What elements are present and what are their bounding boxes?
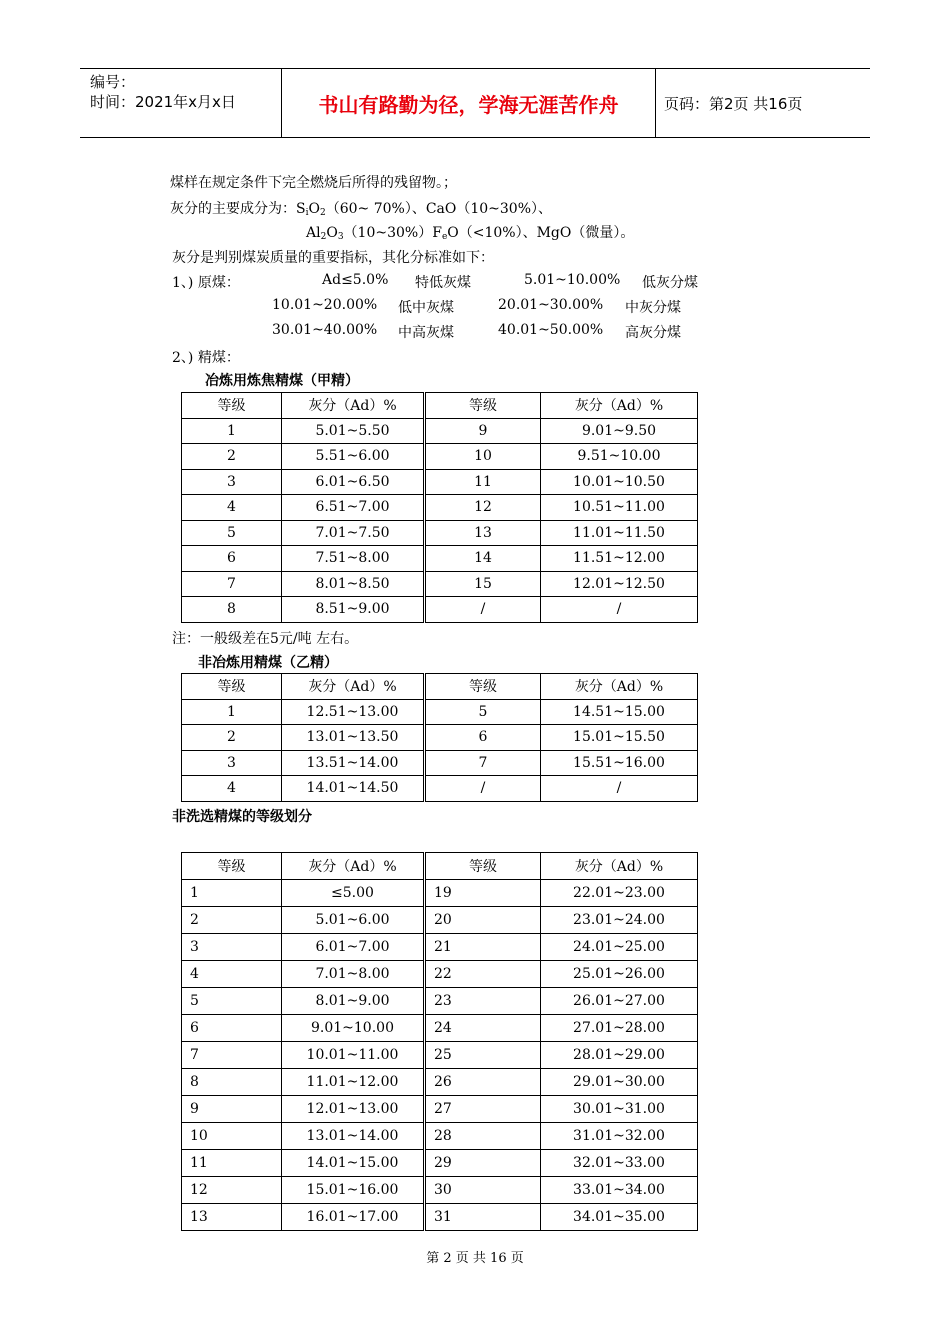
table-cell: 15.01~16.00	[282, 1177, 425, 1204]
table-cell: 22	[425, 961, 541, 988]
table-row	[182, 444, 698, 470]
table-cell: 6	[182, 1015, 282, 1042]
table-cell: /	[425, 776, 541, 802]
table-cell: 7.01~7.50	[282, 520, 425, 546]
table-cell: 9.01~9.50	[541, 418, 698, 444]
table-cell: 10.51~11.00	[541, 495, 698, 521]
table-row	[182, 1204, 698, 1231]
table-cell: 9	[182, 1096, 282, 1123]
table-row	[182, 1015, 698, 1042]
column-header: 等级	[425, 393, 541, 419]
table2	[181, 673, 698, 802]
table3-title: 非洗选精煤的等级划分	[172, 809, 312, 825]
number-label: 编号：	[90, 73, 136, 91]
table-cell: 3	[182, 934, 282, 961]
table-header-row	[182, 853, 698, 880]
table-cell: 7.01~8.00	[282, 961, 425, 988]
raw-cell: 中灰分煤	[625, 300, 681, 316]
table-cell: 13.01~14.00	[282, 1123, 425, 1150]
table-cell: 24	[425, 1015, 541, 1042]
table-cell: 6.01~7.00	[282, 934, 425, 961]
table-cell: 29.01~30.00	[541, 1069, 698, 1096]
table-cell: 25	[425, 1042, 541, 1069]
table-cell: 3	[182, 750, 282, 776]
page-footer: 第 2 页 共 16 页	[426, 1251, 524, 1266]
table-header-row	[182, 674, 698, 700]
table-cell: 8	[182, 597, 282, 623]
column-header: 等级	[182, 674, 282, 700]
table-row	[182, 750, 698, 776]
table-cell: 34.01~35.00	[541, 1204, 698, 1231]
raw-cell: 低灰分煤	[642, 275, 698, 291]
column-header: 灰分（Ad）%	[541, 853, 698, 880]
table-cell: 11	[425, 469, 541, 495]
table-cell: 30.01~31.00	[541, 1096, 698, 1123]
table-cell: 28	[425, 1123, 541, 1150]
column-header: 灰分（Ad）%	[541, 393, 698, 419]
table-row	[182, 699, 698, 725]
table-row	[182, 1069, 698, 1096]
table-row	[182, 546, 698, 572]
table-cell: 4	[182, 776, 282, 802]
column-header: 等级	[425, 674, 541, 700]
table-cell: 12.51~13.00	[282, 699, 425, 725]
table-cell: 29	[425, 1150, 541, 1177]
table-row	[182, 725, 698, 751]
table-cell: 11.51~12.00	[541, 546, 698, 572]
table-row	[182, 934, 698, 961]
table-cell: 3	[182, 469, 282, 495]
table-row	[182, 418, 698, 444]
raw-cell: 5.01~10.00%	[524, 272, 621, 288]
table-cell: 12	[425, 495, 541, 521]
table1-title: 冶炼用炼焦精煤（甲精）	[205, 373, 359, 389]
table-cell: 16.01~17.00	[282, 1204, 425, 1231]
table-cell: 15.51~16.00	[541, 750, 698, 776]
table-cell: 5	[182, 988, 282, 1015]
table-cell: 13	[182, 1204, 282, 1231]
table-cell: 23	[425, 988, 541, 1015]
table-cell: /	[541, 597, 698, 623]
composition-line-1: 灰分的主要成分为：$S_iO_2(60\sim$ 70%）、CaO（10~30%）、	[170, 201, 553, 218]
column-header: 灰分（Ad）%	[282, 393, 425, 419]
table-cell: 28.01~29.00	[541, 1042, 698, 1069]
table-cell: 30	[425, 1177, 541, 1204]
table-row	[182, 1096, 698, 1123]
table-cell: 6	[425, 725, 541, 751]
table-cell: 9	[425, 418, 541, 444]
header-meta	[80, 69, 280, 137]
raw-cell: 中高灰煤	[398, 325, 454, 341]
table-cell: 27	[425, 1096, 541, 1123]
table-cell: 9.51~10.00	[541, 444, 698, 470]
table-cell: 1	[182, 699, 282, 725]
table-cell: 14	[425, 546, 541, 572]
table-row	[182, 495, 698, 521]
table-cell: /	[425, 597, 541, 623]
table-cell: 10	[425, 444, 541, 470]
table-row	[182, 1042, 698, 1069]
composition-line-2: $Al_2O_3(10\sim 30\%)F_eO(<10\%)$、MgO（微量）。	[306, 225, 635, 242]
table-cell: 9.01~10.00	[282, 1015, 425, 1042]
table-cell: 33.01~34.00	[541, 1177, 698, 1204]
table-row	[182, 988, 698, 1015]
table-cell: 19	[425, 880, 541, 907]
table-cell: 7	[425, 750, 541, 776]
table-cell: 13.51~14.00	[282, 750, 425, 776]
table-row	[182, 1150, 698, 1177]
column-header: 等级	[425, 853, 541, 880]
table-row	[182, 1123, 698, 1150]
table-cell: 11.01~12.00	[282, 1069, 425, 1096]
table-cell: 1	[182, 418, 282, 444]
table-cell: /	[541, 776, 698, 802]
table-cell: 14.51~15.00	[541, 699, 698, 725]
table-row	[182, 469, 698, 495]
table3	[181, 852, 698, 1231]
table-cell: 31.01~32.00	[541, 1123, 698, 1150]
page-info: 页码：第2页 共16页	[664, 95, 803, 113]
raw-cell: 40.01~50.00%	[498, 322, 604, 338]
time-label: 时间：2021年x月x日	[90, 93, 236, 111]
table-cell: 5.01~6.00	[282, 907, 425, 934]
table-header-row	[182, 393, 698, 419]
raw-cell: 低中灰煤	[398, 300, 454, 316]
table-cell: 13	[425, 520, 541, 546]
table-cell: 26.01~27.00	[541, 988, 698, 1015]
table-row	[182, 880, 698, 907]
table-cell: ≤5.00	[282, 880, 425, 907]
table2-title: 非冶炼用精煤（乙精）	[198, 655, 338, 671]
table-cell: 8.51~9.00	[282, 597, 425, 623]
table-cell: 8.01~8.50	[282, 571, 425, 597]
page-header	[80, 68, 870, 138]
table-cell: 7.51~8.00	[282, 546, 425, 572]
table-cell: 11	[182, 1150, 282, 1177]
table-cell: 4	[182, 495, 282, 521]
table-cell: 20	[425, 907, 541, 934]
table-cell: 6.01~6.50	[282, 469, 425, 495]
raw-cell: 特低灰煤	[415, 275, 471, 291]
table-cell: 24.01~25.00	[541, 934, 698, 961]
table-cell: 15	[425, 571, 541, 597]
table-cell: 14.01~15.00	[282, 1150, 425, 1177]
table-cell: 5	[182, 520, 282, 546]
table-cell: 22.01~23.00	[541, 880, 698, 907]
table-row	[182, 776, 698, 802]
table-cell: 7	[182, 571, 282, 597]
table-cell: 5.01~5.50	[282, 418, 425, 444]
column-header: 灰分（Ad）%	[282, 853, 425, 880]
table-cell: 26	[425, 1069, 541, 1096]
table-cell: 2	[182, 907, 282, 934]
raw-cell: Ad≤5.0%	[322, 272, 389, 288]
table-cell: 10	[182, 1123, 282, 1150]
table-cell: 32.01~33.00	[541, 1150, 698, 1177]
table-cell: 5	[425, 699, 541, 725]
table-cell: 6	[182, 546, 282, 572]
table-cell: 21	[425, 934, 541, 961]
table-row	[182, 571, 698, 597]
table1	[181, 392, 698, 623]
table-cell: 6.51~7.00	[282, 495, 425, 521]
motto: 书山有路勤为径，学海无涯苦作舟	[281, 69, 656, 137]
table-row	[182, 907, 698, 934]
note: 注：一般级差在5元/吨 左右。	[172, 631, 359, 647]
column-header: 灰分（Ad）%	[541, 674, 698, 700]
table-cell: 12.01~13.00	[282, 1096, 425, 1123]
column-header: 等级	[182, 853, 282, 880]
table-cell: 7	[182, 1042, 282, 1069]
table-cell: 8.01~9.00	[282, 988, 425, 1015]
table-cell: 12	[182, 1177, 282, 1204]
definition-line: 煤样在规定条件下完全燃烧后所得的残留物。；	[170, 175, 457, 191]
raw-cell: 高灰分煤	[625, 325, 681, 341]
table-cell: 10.01~10.50	[541, 469, 698, 495]
table-cell: 15.01~15.50	[541, 725, 698, 751]
table-cell: 12.01~12.50	[541, 571, 698, 597]
raw-cell: 30.01~40.00%	[272, 322, 378, 338]
table-row	[182, 520, 698, 546]
table-cell: 8	[182, 1069, 282, 1096]
table-row	[182, 961, 698, 988]
table-cell: 13.01~13.50	[282, 725, 425, 751]
table-cell: 1	[182, 880, 282, 907]
table-row	[182, 597, 698, 623]
raw-cell: 20.01~30.00%	[498, 297, 604, 313]
table-cell: 14.01~14.50	[282, 776, 425, 802]
table-cell: 25.01~26.00	[541, 961, 698, 988]
table-cell: 4	[182, 961, 282, 988]
table-cell: 2	[182, 725, 282, 751]
table-cell: 2	[182, 444, 282, 470]
table-cell: 23.01~24.00	[541, 907, 698, 934]
table-cell: 31	[425, 1204, 541, 1231]
table-row	[182, 1177, 698, 1204]
fine-coal-label: 2、) 精煤：	[172, 350, 240, 366]
column-header: 灰分（Ad）%	[282, 674, 425, 700]
table-cell: 5.51~6.00	[282, 444, 425, 470]
table-cell: 10.01~11.00	[282, 1042, 425, 1069]
table-cell: 11.01~11.50	[541, 520, 698, 546]
raw-coal-label: 1、) 原煤：	[172, 275, 240, 291]
standard-intro: 灰分是判别煤炭质量的重要指标，其化分标准如下：	[172, 250, 494, 266]
column-header: 等级	[182, 393, 282, 419]
table-cell: 27.01~28.00	[541, 1015, 698, 1042]
raw-cell: 10.01~20.00%	[272, 297, 378, 313]
